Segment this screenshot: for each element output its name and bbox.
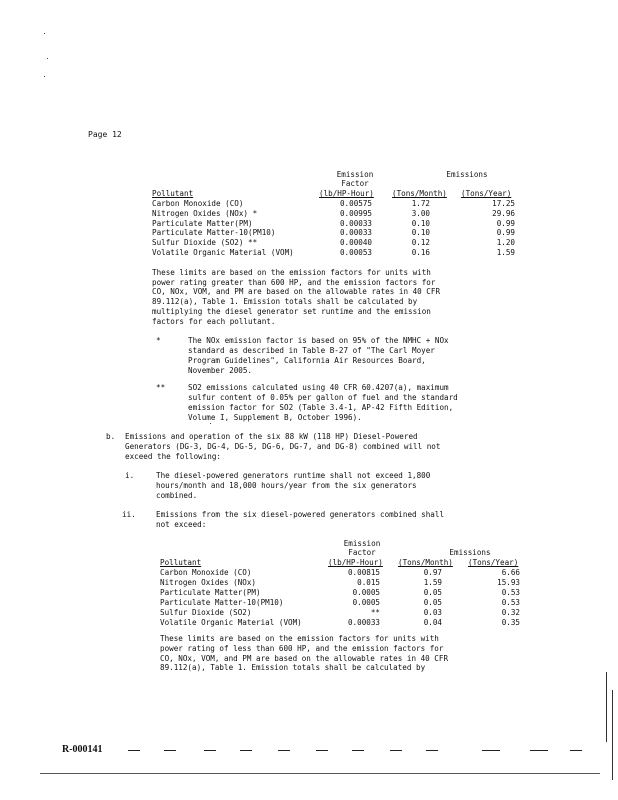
factor-value: 0.015 xyxy=(357,578,380,587)
page-number: Page 12 xyxy=(88,130,122,139)
factor-value: 0.00575 xyxy=(339,199,372,208)
note-line: These limits are based on the emission factors for units with xyxy=(160,634,439,643)
tons-year-header: (Tons/Year) xyxy=(461,189,512,198)
tons-month-value: 1.72 xyxy=(411,199,430,208)
tons-year-value: 0.53 xyxy=(501,598,520,607)
scan-edge-mark xyxy=(612,690,613,780)
note-line: factors for each pollutant. xyxy=(152,316,276,326)
note-line: 89.112(a), Table 1. Emission totals shall be calculated by xyxy=(152,297,418,307)
tons-year-value: 17.25 xyxy=(492,199,515,208)
tons-month-header: (Tons/Month) xyxy=(392,189,447,198)
factor-value: 0.00995 xyxy=(339,208,372,218)
tons-year-value: 1.20 xyxy=(496,238,515,248)
tons-year-value: 0.99 xyxy=(496,218,515,228)
tons-month-value: 0.04 xyxy=(423,618,442,627)
footnote-marker: * xyxy=(156,336,161,345)
emissions-header: Emissions xyxy=(449,548,491,557)
section-line: Generators (DG-3, DG-4, DG-5, DG-6, DG-7, and DG-8) combined will not xyxy=(125,442,441,451)
tons-month-value: 0.12 xyxy=(411,238,430,248)
tons-year-value: 29.96 xyxy=(492,208,515,218)
emissions-header: Emissions xyxy=(446,170,488,179)
tons-year-value: 1.59 xyxy=(496,248,515,257)
pollutant-name: Sulfur Dioxide (SO2) ** xyxy=(152,238,258,248)
tons-year-value: 6.66 xyxy=(501,568,520,577)
pollutant-header: Pollutant xyxy=(160,558,202,567)
pollutant-name: Volatile Organic Material (VOM) xyxy=(152,248,294,257)
factor-header-line1: Emission xyxy=(336,170,374,179)
note-line: power rating greater than 600 HP, and the emission factors for xyxy=(152,277,436,287)
tons-month-value: 0.10 xyxy=(411,228,430,238)
factor-value: 0.00033 xyxy=(347,618,380,627)
tons-month-value: 0.97 xyxy=(423,568,442,577)
item-line: The diesel-powered generators runtime shall not exceed 1,800 xyxy=(156,471,431,480)
footnote-line: The NOx emission factor is based on 95% of the NMHC + NOx xyxy=(188,336,449,345)
footnote-line: SO2 emissions calculated using 40 CFR 60.4207(a), maximum xyxy=(188,383,449,392)
scan-edge-mark xyxy=(606,672,607,742)
factor-value: 0.00053 xyxy=(339,248,372,257)
pollutant-name: Nitrogen Oxides (NOx) * xyxy=(152,208,258,218)
tons-month-value: 0.10 xyxy=(411,218,430,228)
item-marker: ii. xyxy=(122,510,136,519)
tons-year-value: 15.93 xyxy=(497,578,520,587)
tons-month-value: 0.03 xyxy=(423,608,442,617)
factor-header-units: (lb/HP-Hour) xyxy=(319,189,374,198)
pollutant-name: Particulate Matter(PM) xyxy=(160,588,261,597)
item-line: Emissions from the six diesel-powered generators combined shall xyxy=(156,510,445,519)
factor-value: 0.0005 xyxy=(352,588,380,597)
section-line: Emissions and operation of the six 88 kW (118 HP) Diesel-Powered xyxy=(125,432,418,441)
factor-value: 0.00040 xyxy=(339,238,372,248)
tons-month-header: (Tons/Month) xyxy=(398,558,453,567)
footnote-line: sulfur content of 0.05% per gallon of fuel and the standard xyxy=(188,393,458,402)
factor-value: 0.00815 xyxy=(347,568,380,577)
factor-value: 0.00033 xyxy=(339,228,372,238)
section-marker: b. xyxy=(106,432,116,441)
pollutant-name: Carbon Monoxide (CO) xyxy=(160,568,252,577)
factor-value: 0.00033 xyxy=(339,218,372,228)
note-line: 89.112(a), Table 1. Emission totals shall be calculated by xyxy=(160,663,426,673)
tons-year-header: (Tons/Year) xyxy=(468,558,519,567)
tons-month-value: 0.16 xyxy=(411,248,430,257)
footnote-line: emission factor for SO2 (Table 3.4-1, AP-42 Fifth Edition, xyxy=(188,403,454,412)
note-line: multiplying the diesel generator set runtime and the emission xyxy=(152,306,431,316)
pollutant-name: Volatile Organic Material (VOM) xyxy=(160,618,302,627)
factor-value: ** xyxy=(370,608,380,617)
item-marker: i. xyxy=(125,471,135,480)
footnote-line: Volume I, Supplement B, October 1996). xyxy=(188,413,362,422)
factor-value: 0.0005 xyxy=(352,598,380,607)
section-line: exceed the following: xyxy=(125,452,222,461)
pollutant-name: Particulate Matter-10(PM10) xyxy=(152,228,276,238)
item-line: hours/month and 18,000 hours/year from the six generators xyxy=(156,481,417,490)
pollutant-name: Nitrogen Oxides (NOx) xyxy=(160,578,257,587)
tons-month-value: 0.05 xyxy=(423,598,442,607)
note-line: power rating of less than 600 HP, and the emission factors for xyxy=(160,643,444,653)
pollutant-name: Particulate Matter(PM) xyxy=(152,218,253,228)
pollutant-header: Pollutant xyxy=(152,189,194,198)
tons-month-value: 3.00 xyxy=(411,208,430,218)
footnote-line: standard as described in Table B-27 of "The Carl Moyer xyxy=(188,346,435,355)
tons-month-value: 1.59 xyxy=(423,578,442,587)
scan-edge-line xyxy=(40,773,600,774)
note-line: CO, NOx, VOM, and PM are based on the allowable rates in 40 CFR xyxy=(160,653,449,663)
pollutant-name: Carbon Monoxide (CO) xyxy=(152,199,244,208)
pollutant-name: Particulate Matter-10(PM10) xyxy=(160,598,284,607)
tons-year-value: 0.99 xyxy=(496,228,515,238)
tons-year-value: 0.32 xyxy=(501,608,520,617)
factor-header-line2: Factor xyxy=(348,548,376,557)
footnote-line: Program Guidelines", California Air Resources Board, xyxy=(188,356,426,365)
bates-number: R-000141 xyxy=(62,744,103,755)
tons-year-value: 0.35 xyxy=(501,618,520,627)
footnote-line: November 2005. xyxy=(188,366,253,375)
factor-header-units: (lb/HP-Hour) xyxy=(328,558,383,567)
footnote-marker: ** xyxy=(156,383,166,392)
item-line: not exceed: xyxy=(156,520,207,529)
note-line: CO, NOx, VOM, and PM are based on the allowable rates in 40 CFR xyxy=(152,287,441,297)
tons-month-value: 0.05 xyxy=(423,588,442,597)
factor-header-line1: Emission xyxy=(343,539,381,548)
pollutant-name: Sulfur Dioxide (SO2) xyxy=(160,608,252,617)
factor-header-line2: Factor xyxy=(341,179,369,188)
note-line: These limits are based on the emission factors for units with xyxy=(152,268,431,277)
tons-year-value: 0.53 xyxy=(501,588,520,597)
item-line: combined. xyxy=(156,491,198,500)
